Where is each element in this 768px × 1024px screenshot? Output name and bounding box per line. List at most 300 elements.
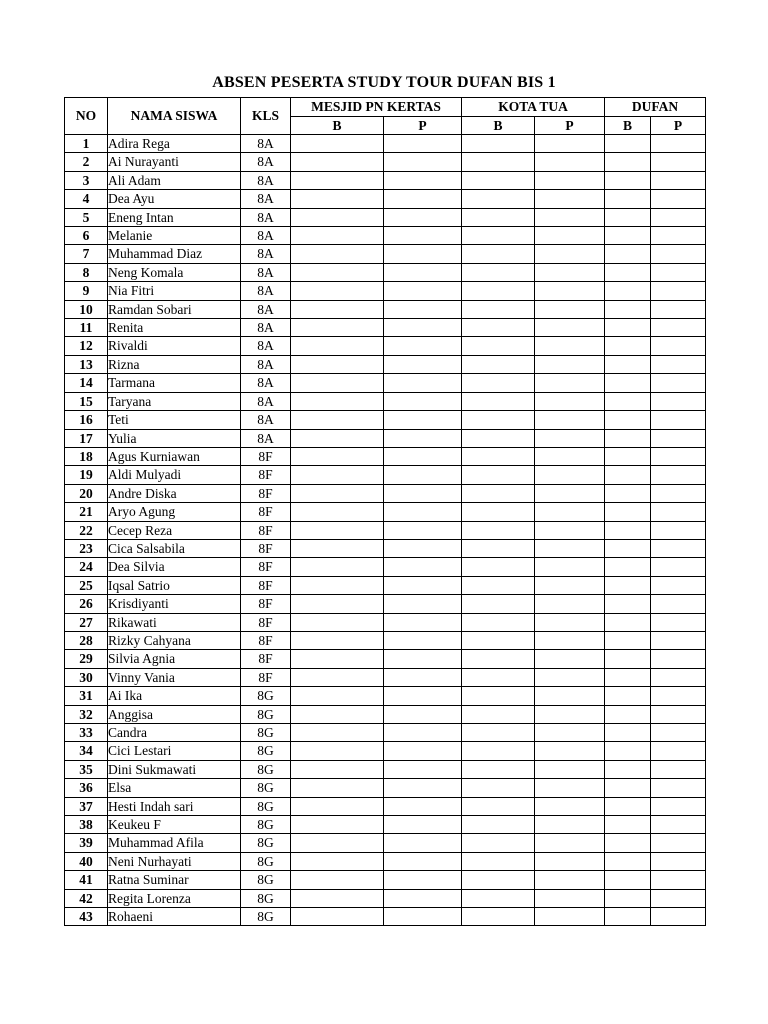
cell-kls: 8F <box>241 484 291 502</box>
cell-no: 14 <box>65 374 108 392</box>
cell-kotatua-p <box>535 539 605 557</box>
cell-kotatua-p <box>535 724 605 742</box>
cell-dufan-p <box>651 724 706 742</box>
cell-mesjid-b <box>291 816 384 834</box>
cell-kotatua-b <box>462 724 535 742</box>
cell-kotatua-b <box>462 263 535 281</box>
cell-nama-siswa: Adira Rega <box>108 135 241 153</box>
table-row <box>65 631 706 649</box>
cell-dufan-b <box>605 447 651 465</box>
table-row <box>65 834 706 852</box>
cell-dufan-p <box>651 171 706 189</box>
cell-kotatua-b <box>462 171 535 189</box>
table-row <box>65 668 706 686</box>
cell-no: 23 <box>65 539 108 557</box>
cell-no: 16 <box>65 411 108 429</box>
cell-kotatua-b <box>462 834 535 852</box>
cell-mesjid-p <box>384 466 462 484</box>
cell-no: 31 <box>65 687 108 705</box>
cell-kotatua-p <box>535 631 605 649</box>
cell-mesjid-b <box>291 227 384 245</box>
cell-mesjid-b <box>291 263 384 281</box>
cell-mesjid-p <box>384 816 462 834</box>
cell-mesjid-p <box>384 337 462 355</box>
cell-no: 21 <box>65 503 108 521</box>
cell-dufan-p <box>651 687 706 705</box>
cell-kls: 8G <box>241 779 291 797</box>
cell-kotatua-b <box>462 595 535 613</box>
cell-mesjid-b <box>291 190 384 208</box>
cell-dufan-p <box>651 613 706 631</box>
table-row <box>65 245 706 263</box>
cell-dufan-b <box>605 816 651 834</box>
cell-dufan-b <box>605 135 651 153</box>
cell-kotatua-b <box>462 521 535 539</box>
cell-nama-siswa: Ai Ika <box>108 687 241 705</box>
cell-no: 15 <box>65 392 108 410</box>
cell-nama-siswa: Rizna <box>108 355 241 373</box>
cell-no: 22 <box>65 521 108 539</box>
cell-no: 4 <box>65 190 108 208</box>
cell-kotatua-b <box>462 816 535 834</box>
cell-kls: 8A <box>241 355 291 373</box>
cell-kotatua-b <box>462 355 535 373</box>
cell-kotatua-p <box>535 374 605 392</box>
table-row <box>65 484 706 502</box>
cell-no: 28 <box>65 631 108 649</box>
cell-mesjid-p <box>384 392 462 410</box>
cell-dufan-b <box>605 411 651 429</box>
cell-kotatua-b <box>462 558 535 576</box>
cell-kls: 8G <box>241 852 291 870</box>
cell-dufan-p <box>651 300 706 318</box>
cell-dufan-p <box>651 650 706 668</box>
cell-kls: 8G <box>241 724 291 742</box>
cell-dufan-b <box>605 245 651 263</box>
cell-kotatua-b <box>462 411 535 429</box>
table-row <box>65 650 706 668</box>
cell-no: 20 <box>65 484 108 502</box>
cell-no: 36 <box>65 779 108 797</box>
cell-kotatua-b <box>462 871 535 889</box>
cell-mesjid-p <box>384 521 462 539</box>
cell-nama-siswa: Melanie <box>108 227 241 245</box>
cell-dufan-b <box>605 171 651 189</box>
table-row <box>65 337 706 355</box>
cell-mesjid-b <box>291 631 384 649</box>
cell-kls: 8G <box>241 797 291 815</box>
cell-dufan-b <box>605 908 651 926</box>
cell-kotatua-p <box>535 705 605 723</box>
table-row <box>65 797 706 815</box>
cell-kotatua-p <box>535 558 605 576</box>
cell-kotatua-b <box>462 429 535 447</box>
table-row <box>65 503 706 521</box>
cell-no: 37 <box>65 797 108 815</box>
cell-mesjid-p <box>384 889 462 907</box>
cell-dufan-p <box>651 779 706 797</box>
cell-kls: 8F <box>241 631 291 649</box>
cell-dufan-b <box>605 484 651 502</box>
cell-mesjid-b <box>291 429 384 447</box>
cell-kotatua-b <box>462 576 535 594</box>
cell-kotatua-p <box>535 779 605 797</box>
cell-kls: 8A <box>241 337 291 355</box>
cell-dufan-b <box>605 429 651 447</box>
cell-kotatua-b <box>462 779 535 797</box>
cell-mesjid-b <box>291 724 384 742</box>
cell-kotatua-b <box>462 797 535 815</box>
cell-no: 18 <box>65 447 108 465</box>
cell-no: 39 <box>65 834 108 852</box>
cell-kotatua-p <box>535 908 605 926</box>
table-row <box>65 374 706 392</box>
cell-nama-siswa: Neni Nurhayati <box>108 852 241 870</box>
cell-kotatua-b <box>462 650 535 668</box>
cell-nama-siswa: Eneng Intan <box>108 208 241 226</box>
subheader-mesjid-p: P <box>384 116 462 135</box>
cell-kotatua-p <box>535 153 605 171</box>
table-row <box>65 429 706 447</box>
cell-mesjid-b <box>291 797 384 815</box>
cell-no: 32 <box>65 705 108 723</box>
cell-no: 19 <box>65 466 108 484</box>
cell-no: 25 <box>65 576 108 594</box>
cell-kotatua-p <box>535 263 605 281</box>
cell-kotatua-b <box>462 908 535 926</box>
cell-no: 8 <box>65 263 108 281</box>
cell-kls: 8A <box>241 282 291 300</box>
cell-mesjid-b <box>291 503 384 521</box>
cell-mesjid-p <box>384 135 462 153</box>
cell-dufan-p <box>651 374 706 392</box>
cell-nama-siswa: Dea Ayu <box>108 190 241 208</box>
cell-nama-siswa: Agus Kurniawan <box>108 447 241 465</box>
cell-dufan-p <box>651 760 706 778</box>
cell-kls: 8A <box>241 153 291 171</box>
cell-kotatua-b <box>462 153 535 171</box>
cell-kotatua-b <box>462 135 535 153</box>
attendance-table <box>64 97 706 926</box>
cell-nama-siswa: Dea Silvia <box>108 558 241 576</box>
cell-mesjid-p <box>384 447 462 465</box>
cell-no: 34 <box>65 742 108 760</box>
cell-nama-siswa: Tarmana <box>108 374 241 392</box>
cell-mesjid-b <box>291 558 384 576</box>
cell-no: 27 <box>65 613 108 631</box>
cell-kotatua-b <box>462 668 535 686</box>
cell-mesjid-b <box>291 411 384 429</box>
cell-kls: 8A <box>241 429 291 447</box>
cell-dufan-b <box>605 263 651 281</box>
cell-kotatua-p <box>535 208 605 226</box>
cell-nama-siswa: Ratna Suminar <box>108 871 241 889</box>
cell-mesjid-p <box>384 576 462 594</box>
table-row <box>65 742 706 760</box>
cell-kls: 8G <box>241 816 291 834</box>
cell-dufan-p <box>651 466 706 484</box>
cell-kotatua-b <box>462 631 535 649</box>
cell-no: 2 <box>65 153 108 171</box>
cell-kotatua-p <box>535 466 605 484</box>
cell-kotatua-p <box>535 447 605 465</box>
table-row <box>65 190 706 208</box>
cell-dufan-b <box>605 374 651 392</box>
table-row <box>65 889 706 907</box>
cell-mesjid-b <box>291 779 384 797</box>
cell-kotatua-p <box>535 355 605 373</box>
cell-dufan-b <box>605 337 651 355</box>
cell-dufan-p <box>651 337 706 355</box>
cell-kotatua-b <box>462 300 535 318</box>
cell-nama-siswa: Aryo Agung <box>108 503 241 521</box>
cell-dufan-b <box>605 521 651 539</box>
cell-kotatua-p <box>535 576 605 594</box>
cell-mesjid-b <box>291 539 384 557</box>
cell-dufan-p <box>651 521 706 539</box>
cell-kls: 8F <box>241 539 291 557</box>
cell-mesjid-p <box>384 355 462 373</box>
cell-dufan-p <box>651 503 706 521</box>
cell-mesjid-p <box>384 319 462 337</box>
cell-mesjid-p <box>384 668 462 686</box>
cell-mesjid-p <box>384 650 462 668</box>
cell-nama-siswa: Ramdan Sobari <box>108 300 241 318</box>
cell-dufan-b <box>605 282 651 300</box>
cell-mesjid-b <box>291 889 384 907</box>
cell-mesjid-b <box>291 282 384 300</box>
cell-kotatua-p <box>535 503 605 521</box>
cell-mesjid-p <box>384 613 462 631</box>
cell-kotatua-p <box>535 742 605 760</box>
cell-no: 3 <box>65 171 108 189</box>
cell-kls: 8A <box>241 263 291 281</box>
cell-dufan-b <box>605 687 651 705</box>
table-row <box>65 816 706 834</box>
cell-dufan-p <box>651 282 706 300</box>
cell-kotatua-p <box>535 411 605 429</box>
cell-dufan-p <box>651 539 706 557</box>
cell-no: 6 <box>65 227 108 245</box>
cell-dufan-b <box>605 355 651 373</box>
table-body <box>65 135 706 926</box>
cell-mesjid-p <box>384 852 462 870</box>
cell-nama-siswa: Muhammad Diaz <box>108 245 241 263</box>
cell-kotatua-b <box>462 227 535 245</box>
cell-mesjid-b <box>291 908 384 926</box>
cell-mesjid-b <box>291 687 384 705</box>
cell-kotatua-p <box>535 613 605 631</box>
cell-nama-siswa: Krisdiyanti <box>108 595 241 613</box>
cell-kls: 8F <box>241 650 291 668</box>
cell-nama-siswa: Hesti Indah sari <box>108 797 241 815</box>
cell-kotatua-p <box>535 337 605 355</box>
cell-mesjid-b <box>291 834 384 852</box>
cell-kls: 8G <box>241 760 291 778</box>
cell-mesjid-p <box>384 503 462 521</box>
cell-kotatua-b <box>462 687 535 705</box>
cell-mesjid-p <box>384 300 462 318</box>
table-row <box>65 263 706 281</box>
cell-kotatua-b <box>462 190 535 208</box>
cell-mesjid-p <box>384 539 462 557</box>
cell-mesjid-p <box>384 705 462 723</box>
cell-kotatua-p <box>535 245 605 263</box>
cell-kotatua-p <box>535 816 605 834</box>
table-row <box>65 300 706 318</box>
cell-dufan-p <box>651 245 706 263</box>
cell-kotatua-b <box>462 742 535 760</box>
cell-kotatua-b <box>462 447 535 465</box>
cell-mesjid-b <box>291 521 384 539</box>
cell-kotatua-p <box>535 429 605 447</box>
cell-nama-siswa: Anggisa <box>108 705 241 723</box>
cell-nama-siswa: Vinny Vania <box>108 668 241 686</box>
table-row <box>65 135 706 153</box>
cell-kotatua-b <box>462 319 535 337</box>
cell-no: 40 <box>65 852 108 870</box>
cell-no: 11 <box>65 319 108 337</box>
cell-nama-siswa: Cecep Reza <box>108 521 241 539</box>
cell-mesjid-p <box>384 742 462 760</box>
cell-kls: 8F <box>241 466 291 484</box>
table-row <box>65 724 706 742</box>
table-row <box>65 760 706 778</box>
cell-kotatua-p <box>535 687 605 705</box>
cell-mesjid-b <box>291 208 384 226</box>
cell-mesjid-b <box>291 374 384 392</box>
cell-mesjid-b <box>291 650 384 668</box>
table-row <box>65 576 706 594</box>
page-title: ABSEN PESERTA STUDY TOUR DUFAN BIS 1 <box>212 74 556 91</box>
cell-dufan-p <box>651 355 706 373</box>
cell-dufan-p <box>651 411 706 429</box>
cell-no: 13 <box>65 355 108 373</box>
cell-mesjid-b <box>291 355 384 373</box>
cell-kotatua-b <box>462 613 535 631</box>
cell-no: 29 <box>65 650 108 668</box>
cell-nama-siswa: Muhammad Afila <box>108 834 241 852</box>
cell-kotatua-b <box>462 503 535 521</box>
cell-kls: 8G <box>241 705 291 723</box>
cell-kls: 8A <box>241 319 291 337</box>
cell-dufan-b <box>605 613 651 631</box>
cell-kls: 8A <box>241 208 291 226</box>
cell-nama-siswa: Rikawati <box>108 613 241 631</box>
cell-kls: 8A <box>241 374 291 392</box>
header-dufan: DUFAN <box>605 98 706 117</box>
table-row <box>65 208 706 226</box>
cell-kls: 8F <box>241 558 291 576</box>
cell-nama-siswa: Iqsal Satrio <box>108 576 241 594</box>
header-kls: KLS <box>241 98 291 135</box>
table-header <box>65 98 706 135</box>
cell-mesjid-p <box>384 245 462 263</box>
cell-mesjid-p <box>384 374 462 392</box>
cell-mesjid-p <box>384 208 462 226</box>
cell-mesjid-p <box>384 153 462 171</box>
subheader-dufan-b: B <box>605 116 651 135</box>
cell-dufan-p <box>651 668 706 686</box>
cell-kls: 8G <box>241 742 291 760</box>
cell-nama-siswa: Nia Fitri <box>108 282 241 300</box>
cell-kls: 8A <box>241 300 291 318</box>
cell-kls: 8G <box>241 889 291 907</box>
cell-kotatua-p <box>535 852 605 870</box>
cell-kotatua-b <box>462 539 535 557</box>
cell-kls: 8G <box>241 908 291 926</box>
cell-kotatua-p <box>535 319 605 337</box>
cell-mesjid-p <box>384 190 462 208</box>
cell-no: 38 <box>65 816 108 834</box>
cell-dufan-p <box>651 816 706 834</box>
cell-dufan-p <box>651 852 706 870</box>
cell-kotatua-b <box>462 392 535 410</box>
cell-nama-siswa: Aldi Mulyadi <box>108 466 241 484</box>
cell-dufan-p <box>651 447 706 465</box>
cell-dufan-p <box>651 631 706 649</box>
cell-kls: 8F <box>241 447 291 465</box>
cell-dufan-b <box>605 392 651 410</box>
cell-kls: 8F <box>241 595 291 613</box>
cell-kotatua-p <box>535 282 605 300</box>
cell-kotatua-b <box>462 760 535 778</box>
cell-kotatua-p <box>535 889 605 907</box>
table-row <box>65 282 706 300</box>
table-row <box>65 539 706 557</box>
cell-nama-siswa: Keukeu F <box>108 816 241 834</box>
cell-mesjid-p <box>384 263 462 281</box>
cell-nama-siswa: Rizky Cahyana <box>108 631 241 649</box>
cell-mesjid-p <box>384 631 462 649</box>
table-row <box>65 521 706 539</box>
cell-kls: 8A <box>241 135 291 153</box>
cell-dufan-b <box>605 834 651 852</box>
cell-mesjid-p <box>384 595 462 613</box>
cell-mesjid-b <box>291 135 384 153</box>
cell-kotatua-b <box>462 705 535 723</box>
cell-kotatua-b <box>462 466 535 484</box>
cell-mesjid-p <box>384 779 462 797</box>
table-row <box>65 411 706 429</box>
cell-dufan-b <box>605 852 651 870</box>
table-row <box>65 447 706 465</box>
cell-dufan-p <box>651 595 706 613</box>
cell-no: 35 <box>65 760 108 778</box>
cell-mesjid-b <box>291 668 384 686</box>
cell-kotatua-p <box>535 834 605 852</box>
cell-mesjid-b <box>291 466 384 484</box>
cell-kotatua-p <box>535 797 605 815</box>
cell-kotatua-b <box>462 484 535 502</box>
cell-dufan-b <box>605 797 651 815</box>
cell-dufan-p <box>651 392 706 410</box>
cell-dufan-b <box>605 760 651 778</box>
cell-dufan-b <box>605 576 651 594</box>
cell-nama-siswa: Elsa <box>108 779 241 797</box>
cell-mesjid-b <box>291 392 384 410</box>
cell-kotatua-p <box>535 871 605 889</box>
subheader-dufan-p: P <box>651 116 706 135</box>
cell-dufan-b <box>605 724 651 742</box>
cell-dufan-b <box>605 650 651 668</box>
cell-nama-siswa: Yulia <box>108 429 241 447</box>
cell-nama-siswa: Dini Sukmawati <box>108 760 241 778</box>
cell-kls: 8A <box>241 171 291 189</box>
cell-kotatua-p <box>535 392 605 410</box>
cell-dufan-p <box>651 135 706 153</box>
cell-no: 43 <box>65 908 108 926</box>
